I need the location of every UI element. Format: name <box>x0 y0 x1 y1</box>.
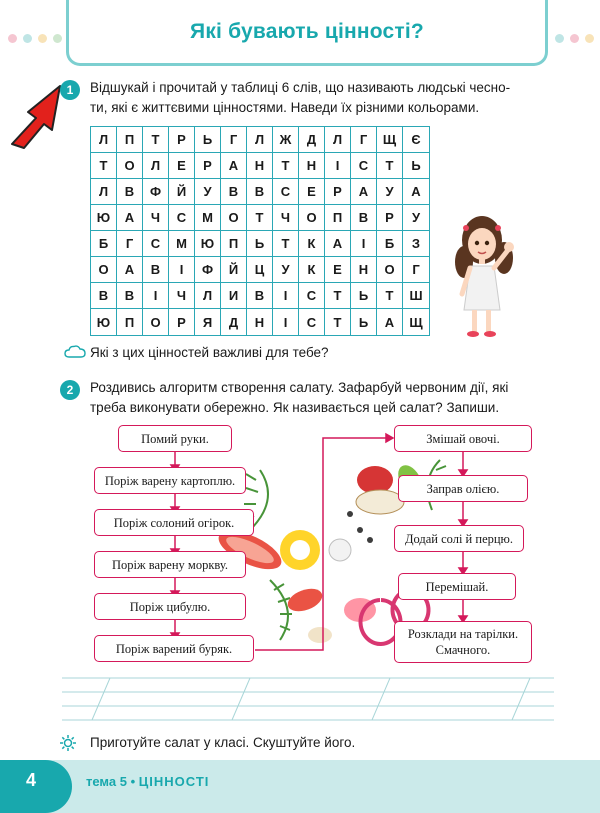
grid-cell[interactable]: Ю <box>91 309 117 335</box>
dot <box>570 34 579 43</box>
grid-cell[interactable]: А <box>403 179 429 205</box>
grid-cell[interactable]: С <box>351 153 377 179</box>
grid-cell[interactable]: А <box>117 205 143 231</box>
grid-cell[interactable]: Р <box>377 205 403 231</box>
grid-cell[interactable]: Р <box>325 179 351 205</box>
writing-lines <box>62 672 554 722</box>
grid-cell[interactable]: Л <box>91 179 117 205</box>
dot <box>23 34 32 43</box>
title-banner <box>66 0 548 66</box>
grid-cell[interactable]: В <box>117 179 143 205</box>
grid-cell[interactable]: Г <box>351 127 377 153</box>
grid-cell[interactable]: В <box>247 283 273 309</box>
dot <box>53 34 62 43</box>
grid-cell[interactable]: О <box>221 205 247 231</box>
step-stir: Перемішай. <box>398 573 516 600</box>
grid-cell[interactable]: Л <box>195 283 221 309</box>
decorative-dots-right <box>555 34 594 46</box>
grid-cell[interactable]: Л <box>143 153 169 179</box>
grid-cell[interactable]: А <box>377 309 403 335</box>
grid-cell[interactable]: Г <box>221 127 247 153</box>
grid-cell[interactable]: Ш <box>403 283 429 309</box>
grid-cell[interactable]: У <box>403 205 429 231</box>
decorative-dots-left <box>8 34 62 46</box>
step-mix-vegetables: Змішай овочі. <box>394 425 532 452</box>
task-3-text: Приготуйте салат у класі. Скуштуйте його. <box>90 735 356 750</box>
step-cut-beet: Поріж варений буряк. <box>94 635 254 662</box>
step-cut-onion: Поріж цибулю. <box>94 593 246 620</box>
grid-cell[interactable]: Р <box>169 127 195 153</box>
grid-cell[interactable]: Д <box>221 309 247 335</box>
grid-cell[interactable]: З <box>403 231 429 257</box>
grid-cell[interactable]: В <box>117 283 143 309</box>
grid-cell[interactable]: Т <box>91 153 117 179</box>
grid-cell[interactable]: В <box>351 205 377 231</box>
grid-cell[interactable]: Щ <box>409 314 423 330</box>
grid-cell[interactable]: І <box>169 257 195 283</box>
grid-cell[interactable]: В <box>221 179 247 205</box>
grid-cell[interactable]: Ь <box>351 283 377 309</box>
grid-cell[interactable]: А <box>117 257 143 283</box>
grid-cell[interactable]: Ч <box>143 205 169 231</box>
grid-cell[interactable]: Г <box>117 231 143 257</box>
grid-cell[interactable]: У <box>377 179 403 205</box>
dot <box>555 34 564 43</box>
dot <box>585 34 594 43</box>
step-serve-line1: Розклади на тарілки. <box>407 627 519 641</box>
grid-cell[interactable]: Т <box>273 231 299 257</box>
grid-cell[interactable]: Я <box>195 309 221 335</box>
grid-cell[interactable]: Т <box>273 153 299 179</box>
grid-cell[interactable]: О <box>299 205 325 231</box>
grid-cell[interactable]: И <box>221 283 247 309</box>
grid-cell[interactable]: Й <box>221 257 247 283</box>
grid-cell[interactable]: Г <box>403 257 429 283</box>
dot <box>8 34 17 43</box>
grid-cell[interactable]: Т <box>377 283 403 309</box>
grid-cell[interactable]: Р <box>195 153 221 179</box>
step-wash-hands: Помий руки. <box>118 425 232 452</box>
grid-cell[interactable]: П <box>221 231 247 257</box>
grid-cell[interactable]: М <box>195 205 221 231</box>
grid-cell[interactable]: Щ <box>377 127 403 153</box>
grid-cell[interactable]: І <box>273 283 299 309</box>
grid-cell[interactable]: В <box>91 283 117 309</box>
grid-cell[interactable]: В <box>247 179 273 205</box>
grid-cell[interactable]: Н <box>351 257 377 283</box>
grid-cell[interactable]: Є <box>403 127 429 153</box>
thought-cloud-icon <box>64 344 86 360</box>
step-serve-line2: Смачного. <box>435 643 491 657</box>
grid-cell[interactable]: Ж <box>273 127 299 153</box>
grid-cell[interactable]: І <box>351 231 377 257</box>
grid-cell[interactable]: Ь <box>351 309 377 335</box>
step-add-salt-pepper: Додай солі й перцю. <box>394 525 524 552</box>
grid-cell[interactable]: Б <box>91 231 117 257</box>
grid-cell[interactable]: А <box>221 153 247 179</box>
grid-cell[interactable]: І <box>273 309 299 335</box>
grid-cell[interactable]: Ф <box>195 257 221 283</box>
task-1-text-line1: Відшукай і прочитай у таблиці 6 слів, що називають людські чесно- <box>90 80 511 95</box>
grid-cell[interactable]: П <box>325 205 351 231</box>
girl-illustration <box>452 210 524 340</box>
grid-cell[interactable]: В <box>143 257 169 283</box>
grid-cell[interactable]: С <box>169 205 195 231</box>
grid-cell[interactable]: Л <box>91 127 117 153</box>
grid-cell[interactable]: У <box>195 179 221 205</box>
word-search-grid <box>90 126 430 336</box>
grid-cell[interactable]: К <box>299 231 325 257</box>
grid-cell[interactable]: Е <box>299 179 325 205</box>
task-1-text-line2: ти, які є життєвими цінностями. Наведи їх різними кольорами. <box>90 100 480 115</box>
grid-cell[interactable]: Ч <box>273 205 299 231</box>
grid-cell[interactable]: Е <box>325 257 351 283</box>
grid-cell[interactable]: М <box>169 231 195 257</box>
footer-theme-label: тема 5 <box>86 774 127 789</box>
footer-theme-name: ЦІННОСТІ <box>138 774 210 789</box>
step-cut-carrot: Поріж варену моркву. <box>94 551 246 578</box>
task-2-badge: 2 <box>60 380 80 400</box>
grid-cell[interactable]: С <box>299 283 325 309</box>
grid-cell[interactable]: Е <box>169 153 195 179</box>
page-number: 4 <box>26 770 37 790</box>
grid-cell[interactable]: Н <box>247 309 273 335</box>
grid-cell[interactable]: О <box>91 257 117 283</box>
grid-cell[interactable]: О <box>377 257 403 283</box>
grid-cell[interactable]: Б <box>377 231 403 257</box>
grid-cell[interactable]: А <box>351 179 377 205</box>
grid-cell[interactable]: Л <box>247 127 273 153</box>
footer-theme <box>86 774 209 789</box>
grid-cell[interactable]: Ц <box>247 257 273 283</box>
grid-cell[interactable]: К <box>299 257 325 283</box>
step-cut-cucumber: Поріж солоний огірок. <box>94 509 254 536</box>
task-2-text-line1: Роздивись алгоритм створення салату. Зафарбуй червоним дії, які <box>90 380 509 395</box>
grid-cell[interactable]: С <box>273 179 299 205</box>
grid-cell[interactable]: Ь <box>247 231 273 257</box>
grid-cell[interactable]: У <box>273 257 299 283</box>
page-title: Які бувають цінності? <box>190 19 424 43</box>
grid-cell[interactable]: П <box>117 127 143 153</box>
task-2-text-line2: треба виконувати обережно. Як називається цей салат? Запиши. <box>90 400 500 415</box>
grid-cell[interactable]: Т <box>247 205 273 231</box>
grid-cell[interactable]: Ф <box>143 179 169 205</box>
grid-cell[interactable]: С <box>299 309 325 335</box>
grid-cell[interactable]: Ь <box>195 127 221 153</box>
grid-cell[interactable]: Т <box>143 127 169 153</box>
grid-cell[interactable]: Т <box>325 309 351 335</box>
grid-cell[interactable]: Р <box>169 309 195 335</box>
grid-cell[interactable]: П <box>117 309 143 335</box>
footer-separator: • <box>130 774 136 789</box>
step-add-oil: Заправ олією. <box>398 475 528 502</box>
grid-cell[interactable]: І <box>143 283 169 309</box>
grid-cell[interactable]: О <box>117 153 143 179</box>
grid-cell[interactable]: Ю <box>195 231 221 257</box>
grid-cell[interactable]: О <box>143 309 169 335</box>
task-1-question: Які з цих цінностей важливі для тебе? <box>90 345 329 360</box>
step-serve <box>394 621 532 663</box>
grid-cell[interactable]: І <box>325 153 351 179</box>
grid-cell[interactable]: Д <box>299 127 325 153</box>
grid-cell[interactable]: Ь <box>403 153 429 179</box>
dot <box>38 34 47 43</box>
grid-cell[interactable]: А <box>325 231 351 257</box>
grid-cell[interactable]: Ч <box>169 283 195 309</box>
grid-cell[interactable]: Т <box>325 283 351 309</box>
grid-cell[interactable]: Й <box>169 179 195 205</box>
grid-cell[interactable]: Л <box>325 127 351 153</box>
task-1-badge: 1 <box>60 80 80 100</box>
grid-cell[interactable]: Т <box>377 153 403 179</box>
grid-cell[interactable]: Н <box>247 153 273 179</box>
step-cut-potato: Поріж варену картоплю. <box>94 467 246 494</box>
red-arrow-icon <box>8 82 66 152</box>
grid-cell[interactable]: Ю <box>91 205 117 231</box>
grid-cell[interactable]: С <box>143 231 169 257</box>
grid-cell[interactable]: Н <box>299 153 325 179</box>
sun-icon <box>60 735 76 751</box>
